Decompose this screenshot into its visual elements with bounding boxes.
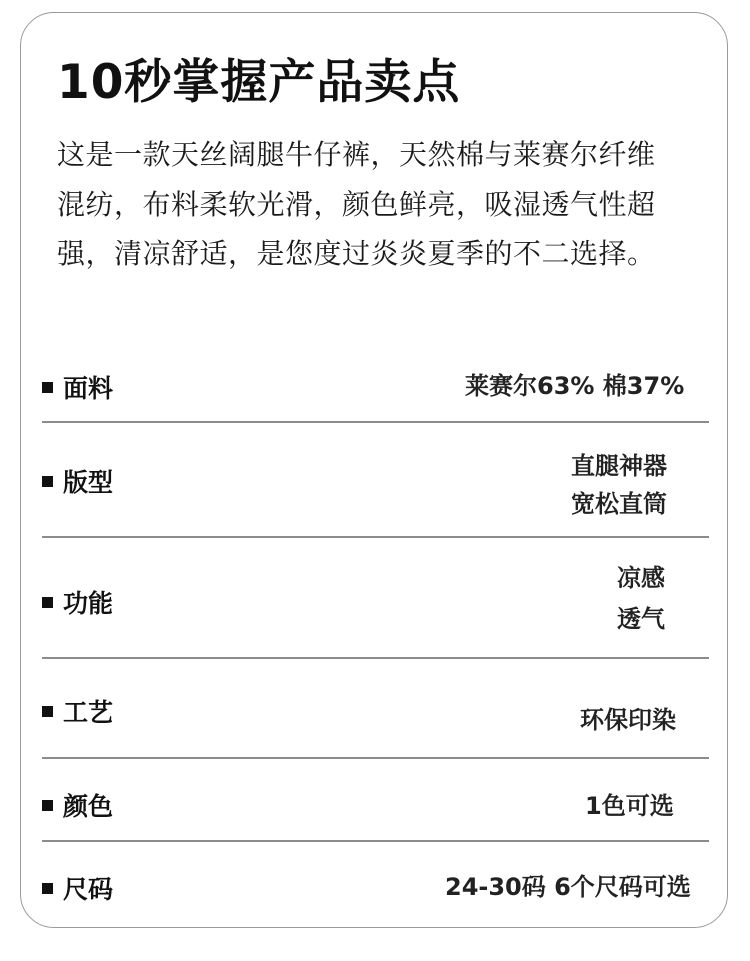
spec-label-wrap — [42, 870, 113, 906]
spec-value — [580, 701, 676, 739]
spec-value — [445, 868, 691, 906]
spec-list — [42, 343, 709, 926]
spec-value — [617, 558, 665, 640]
spec-value-line: 宽松直筒 — [571, 490, 667, 518]
spec-row-fit — [42, 423, 709, 538]
spec-label-wrap — [42, 584, 113, 620]
spec-value-line: 透气 — [617, 605, 665, 633]
spec-value-line: 直腿神器 — [571, 452, 667, 480]
spec-label: 面料 — [63, 374, 114, 403]
spec-label: 功能 — [63, 589, 114, 618]
spec-row-color — [42, 759, 709, 842]
spec-label: 尺码 — [63, 875, 114, 904]
spec-row-craft — [42, 659, 709, 759]
spec-value — [571, 447, 667, 523]
spec-label: 颜色 — [63, 792, 114, 821]
square-bullet-icon — [42, 597, 53, 608]
square-bullet-icon — [42, 382, 53, 393]
spec-label-wrap — [42, 693, 113, 729]
spec-value-line: 1色可选 — [585, 792, 674, 820]
spec-label: 版型 — [63, 468, 114, 497]
spec-value-line: 24-30码 6个尺码可选 — [445, 873, 691, 901]
product-description: 这是一款天丝阔腿牛仔裤，天然棉与莱赛尔纤维混纺，布料柔软光滑，颜色鲜亮，吸湿透气性超强，清凉舒适，是您度过炎炎夏季的不二选择。 — [57, 138, 656, 270]
spec-label-wrap — [42, 369, 113, 405]
square-bullet-icon — [42, 800, 53, 811]
square-bullet-icon — [42, 706, 53, 717]
spec-value — [465, 367, 684, 405]
spec-label-wrap — [42, 463, 113, 499]
spec-value-line: 环保印染 — [580, 706, 676, 734]
spec-row-function — [42, 538, 709, 659]
spec-row-size — [42, 842, 709, 926]
spec-value-line: 凉感 — [617, 564, 665, 592]
spec-value-line: 莱赛尔63% 棉37% — [465, 372, 685, 400]
square-bullet-icon — [42, 476, 53, 487]
spec-value — [585, 787, 674, 825]
spec-label: 工艺 — [63, 698, 114, 727]
spec-row-fabric — [42, 343, 709, 423]
spec-label-wrap — [42, 787, 113, 823]
square-bullet-icon — [42, 883, 53, 894]
page-title: 10秒掌握产品卖点 — [57, 55, 461, 110]
